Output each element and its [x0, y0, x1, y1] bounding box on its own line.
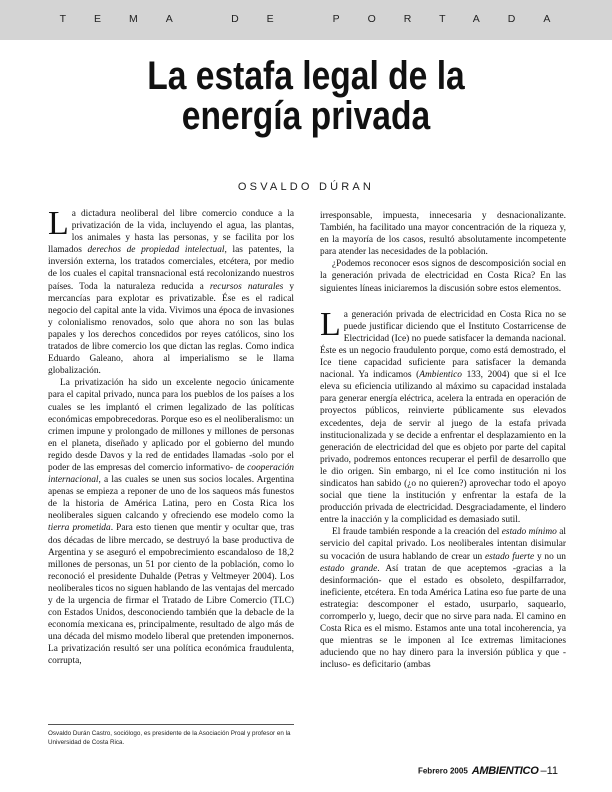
title-line-1: La estafa legal de la — [147, 54, 465, 98]
magazine-logo: AMBIENTICO — [471, 764, 539, 777]
text-run: al servicio del capital privado. Los neoliberales intentan disimular su vocación de usura hablando de crear un — [320, 527, 566, 562]
author-footnote: Osvaldo Durán Castro, sociólogo, es presidente de la Asociación Proal y profesor en la Universidad de Costa Rica. — [48, 730, 291, 746]
footnote-rule — [48, 724, 294, 725]
page-footer — [418, 762, 558, 780]
paragraph — [48, 205, 295, 377]
author-byline: OSVALDO DÚRAN — [237, 181, 375, 193]
left-column — [48, 205, 295, 668]
emphasis: estado fuerte — [485, 551, 535, 562]
drop-cap: L — [320, 305, 341, 343]
page-number: –11 — [540, 764, 558, 777]
emphasis: recursos naturales — [209, 281, 284, 292]
text-run: . Así tratan de que aceptemos -gracias a la desinformación- que el estado es obsoleto, despilfarrador, ineficiente, etcétera. En toda América Latina eso fue parte de una estrategia: descomponer el estado, usurparlo, saquearlo, corromperlo y, luego, decir que no sirve para nada. El camino en Costa Rica es el mismo. Estamos ante una total incoherencia, ya que mientras se le imponen al Ice extremas limitaciones aduciendo que no hay dinero para la inversión pública y que -incluso- es deficitario (ambas — [320, 563, 567, 671]
text-run: y no un — [534, 551, 566, 562]
emphasis: estado mínimo — [501, 527, 557, 538]
section-label: TEMA DE PORTADA — [59, 13, 579, 25]
section-banner — [0, 0, 612, 40]
paragraph — [320, 305, 567, 527]
emphasis: cooperación internacional — [48, 462, 294, 486]
paragraph — [320, 526, 566, 671]
text-run: , a las cuales se unen sus socios locales. Argentina apenas se empieza a reponer de uno de los saqueos más funestos de la historia de América Latina, pero en Costa Rica los neoliberales siguen calcando y ofreciendo ese modelo como la — [48, 475, 294, 522]
emphasis: tierra prometida — [48, 523, 111, 534]
text-run: y mercancías para explotar es privatizable. Ése es el radical negocio del capital ante la vida. Vivimos una época de invasiones y colonialismo renovados, solo que ahora no son las bulas papales y los derechos concedidos por reyes católicos, sino los tratados de libre comercio los que dictan las reglas. Como indica Eduardo Galeano, ahora al imperialismo se le llama globalización. — [48, 281, 295, 377]
paragraph: ¿Podemos reconocer esos signos de descomposición social en la generación privada de electricidad en Costa Rica? En las siguientes líneas iniciaremos la discusión sobre estos elementos. — [320, 259, 566, 294]
emphasis: derechos de propiedad intelectual — [87, 245, 225, 256]
issue-date: Febrero 2005 — [417, 766, 468, 776]
paragraph — [48, 377, 294, 667]
text-run: a generación privada de electricidad en Costa Rica no se puede justificar diciendo que el Instituto Costarricense de Electricidad (Ice) no puede satisfacer la demanda nacional. Éste es un negocio fraudulento porque, como está demostrado, el Ice tiene capacidad suficiente para satisfacer la demanda nacional. Ya indicamos ( — [320, 309, 566, 381]
text-run: 133, 2004) que si el Ice eleva su eficiencia utilizando al máximo su capacidad instalada para generar energía eléctrica, acelera la entrada en operación de proyectos públicos, reinvierte públicamente sus elevados excedentes, deja de servir al juego de la estafa privada institucionalizada y se decide a enfrentar el desplazamiento en la generación de electricidad del que es objeto por parte del capital privado, podremos entonces recuperar el perfil de desarrollo que le dio origen. Sin embargo, ni el Ice como institución ni los sindicatos han sabido (¿o no quieren?) aprovechar todo el apoyo social que tiene la institución y enfrentar la estafa de la producción privada de electricidad. Desgraciadamente, el lindero entre la inacción y la complicidad es demasiado sutil. — [320, 370, 567, 526]
article-title — [83, 56, 530, 136]
emphasis: Ambientico — [419, 370, 462, 381]
paragraph: irresponsable, impuesta, innecesaria y desnacionalizante. También, ha facilitado una mayor concentración de la riqueza y, en la mayoría de los casos, resultó absolutamente incompetente para atender las necesidades de la población. — [320, 211, 566, 258]
title-line-2: energía privada — [181, 94, 431, 138]
text-run: La privatización ha sido un excelente negocio únicamente para el capital privado, nunca para los pueblos de los países a los cuales se les implantó el crimen legalizado de las políticas económicas empobrecedoras. Porque eso es el neoliberalismo: un crimen impune y prolongado de millones y millones de personas en el planeta, diseñado y aplicado por el gobierno del mundo regido desde Davos y la red de entidades llamadas -solo por el poder de las empresas del comercio informativo- de — [48, 378, 294, 473]
text-run: . Para esto tienen que mentir y ocultar que, tras dos décadas de libre mercado, se destruyó la base productiva de Argentina y se aseguró el empobrecimiento escandaloso de 18,2 millones de personas, un 51 por ciento de la población, como lo reconoció el presidente Duhalde (Petras y Veltmeyer 2004). Los neoliberales ticos no siguen hablando de las ventajas del mercado y de la urgencia de firmar el Tratado de Libre Comercio (TLC) con Estados Unidos, desconociendo también que la debacle de la economía mexicana es, principalmente, resultado de algo más de una década del mismo modelo liberal que pretenden imponernos. La privatización resultó ser una política económica fraudulenta, corrupta, — [48, 523, 295, 667]
emphasis: estado grande — [320, 563, 378, 574]
right-column — [320, 210, 566, 671]
text-run: a dictadura neoliberal del libre comercio conduce a la privatización de la vida, incluyendo el agua, las plantas, los animales y hasta las personas, y se facilita por los llamados — [48, 209, 294, 256]
drop-cap: L — [48, 205, 69, 242]
text-run: El fraude también responde a la creación del — [332, 527, 502, 538]
text-run: , las patentes, la inversión externa, los tratados comerciales, etcétera, por medio de los cuales el capital transnacional está recolonizando nuestros países. Toda la naturaleza reducida a — [48, 245, 294, 292]
